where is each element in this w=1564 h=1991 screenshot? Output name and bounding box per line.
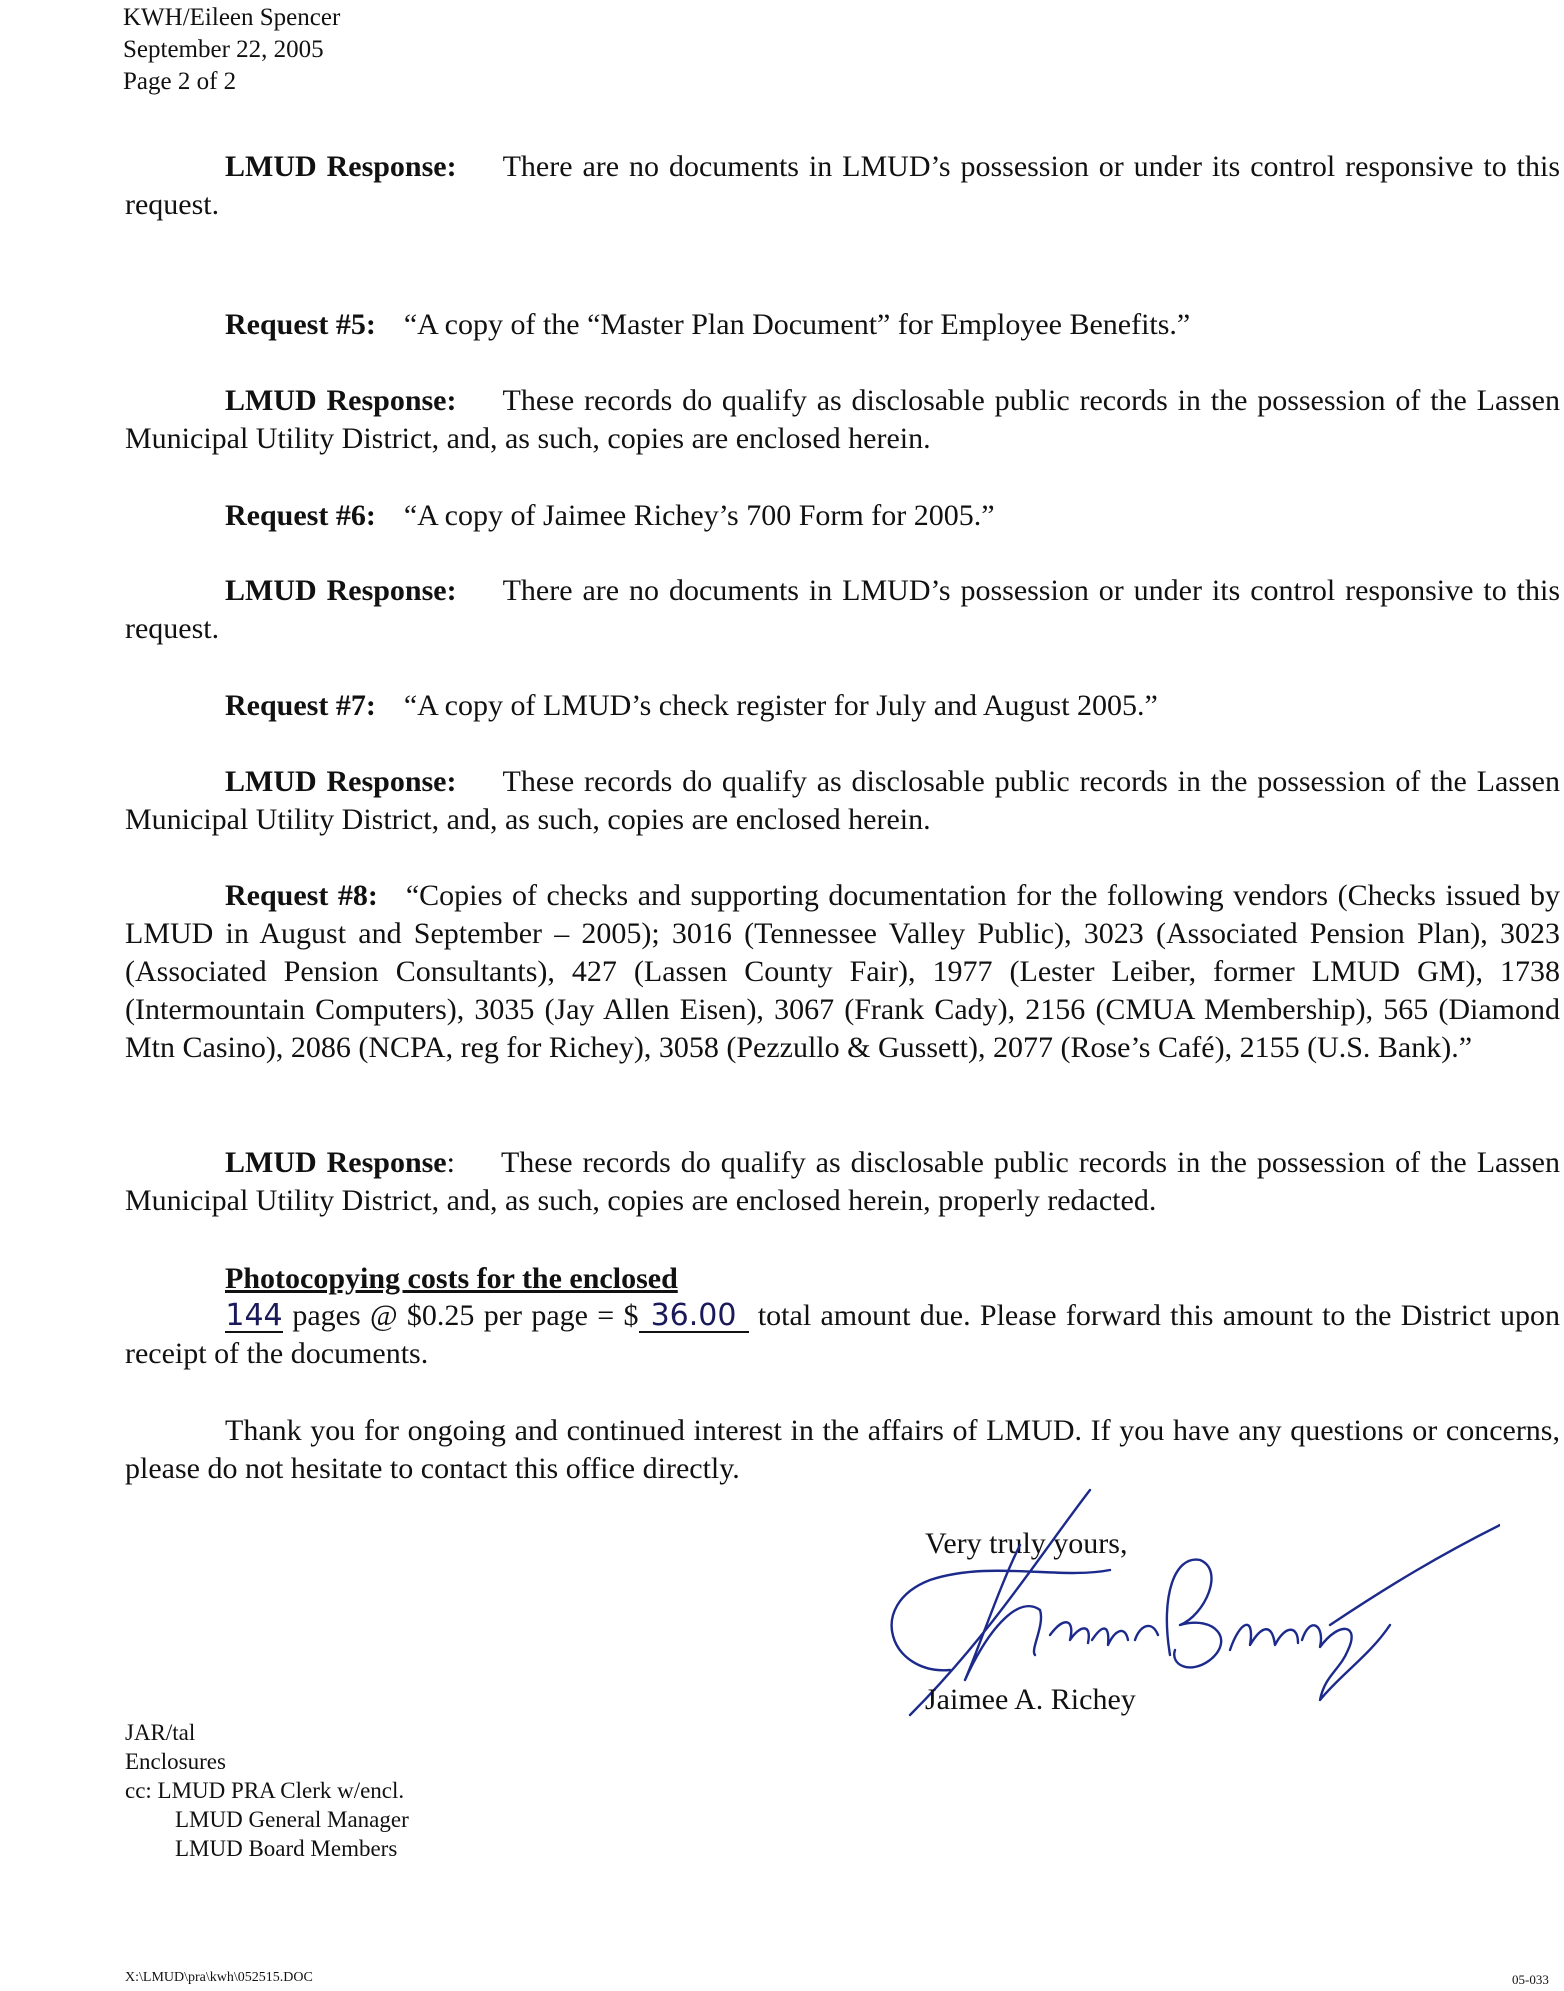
request-paragraph bbox=[125, 877, 1560, 1067]
response-label: LMUD Response: bbox=[225, 150, 457, 183]
response-text: These records do qualify as disclosable public records in the possession of the Lassen Municipal Utility District, and, as such, copies are enclosed herein. bbox=[125, 765, 1560, 836]
request-label: Request #6: bbox=[225, 499, 376, 532]
letter-header bbox=[123, 2, 340, 98]
thank-you-text: Thank you for ongoing and continued interest in the affairs of LMUD. If you have any questions or concerns, please do not hesitate to contact this office directly. bbox=[125, 1414, 1560, 1485]
request-text: “Copies of checks and supporting documentation for the following vendors (Checks issued by LMUD in August and September – 2005); 3016 (Tennessee Valley Public), 3023 (Associated Pension Plan), 3023 (Associated Pension Consultants), 427 (Lassen County Fair), 1977 (Lester Leiber, former LMUD GM), 1738 (Intermountain Computers), 3035 (Jay Allen Eisen), 3067 (Frank Cady), 2156 (CMUA Membership), 565 (Diamond Mtn Casino), 2086 (NCPA, reg for Richey), 3058 (Pezzullo & Gussett), 2077 (Rose’s Café), 2155 (U.S. Bank).” bbox=[125, 879, 1560, 1064]
response-text: These records do qualify as disclosable public records in the possession of the Lassen Municipal Utility District, and, as such, copies are enclosed herein, properly redacted. bbox=[125, 1146, 1560, 1217]
enclosures-note: Enclosures bbox=[125, 1749, 226, 1774]
photocopy-cost-paragraph bbox=[125, 1297, 1560, 1373]
response-text: There are no documents in LMUD’s possession or under its control responsive to this request. bbox=[125, 574, 1560, 645]
request-paragraph bbox=[125, 497, 1560, 535]
request-text: “A copy of the “Master Plan Document” for Employee Benefits.” bbox=[403, 308, 1191, 341]
closing-line: Very truly yours, bbox=[925, 1527, 1128, 1560]
header-page-number: Page 2 of 2 bbox=[123, 68, 237, 95]
handwritten-page-count: 144 bbox=[225, 1298, 283, 1333]
handwritten-amount: 36.00 bbox=[639, 1301, 749, 1333]
request-text: “A copy of LMUD’s check register for July and August 2005.” bbox=[403, 689, 1158, 722]
response-text: There are no documents in LMUD’s possession or under its control responsive to this request. bbox=[125, 150, 1560, 221]
cc-line: LMUD Board Members bbox=[175, 1836, 398, 1861]
response-paragraph bbox=[125, 382, 1560, 458]
cc-line: cc: LMUD PRA Clerk w/encl. bbox=[125, 1778, 405, 1803]
typist-initials: JAR/tal bbox=[125, 1720, 196, 1745]
signer-name: Jaimee A. Richey bbox=[925, 1683, 1136, 1716]
response-label: LMUD Response: bbox=[225, 574, 457, 607]
request-label: Request #8: bbox=[225, 879, 378, 912]
response-label: LMUD Response: bbox=[225, 765, 457, 798]
response-paragraph bbox=[125, 1144, 1560, 1220]
request-label: Request #7: bbox=[225, 689, 376, 722]
response-paragraph bbox=[125, 572, 1560, 648]
photocopy-heading: Photocopying costs for the enclosed bbox=[225, 1262, 678, 1295]
header-date: September 22, 2005 bbox=[123, 36, 324, 63]
response-paragraph bbox=[125, 148, 1560, 224]
response-label: LMUD Response bbox=[225, 1146, 447, 1179]
request-paragraph bbox=[125, 687, 1560, 725]
response-label: LMUD Response: bbox=[225, 384, 457, 417]
document-file-path: X:\LMUD\pra\kwh\052515.DOC bbox=[125, 1970, 313, 1985]
request-label: Request #5: bbox=[225, 308, 376, 341]
response-paragraph bbox=[125, 763, 1560, 839]
cc-line: LMUD General Manager bbox=[175, 1807, 409, 1832]
document-code: 05-033 bbox=[1512, 1972, 1549, 1987]
request-text: “A copy of Jaimee Richey’s 700 Form for 2005.” bbox=[403, 499, 995, 532]
photocopy-rate-text: pages @ $0.25 per page = $ bbox=[292, 1299, 639, 1332]
letter-footer bbox=[125, 1718, 409, 1863]
request-paragraph bbox=[125, 306, 1560, 344]
response-label-colon: : bbox=[446, 1146, 455, 1179]
header-recipient: KWH/Eileen Spencer bbox=[123, 4, 341, 31]
response-text: These records do qualify as disclosable public records in the possession of the Lassen Municipal Utility District, and, as such, copies are enclosed herein. bbox=[125, 384, 1560, 455]
photocopy-rest-text: total amount due. Please forward this amount to the District upon receipt of the documents. bbox=[125, 1299, 1561, 1370]
